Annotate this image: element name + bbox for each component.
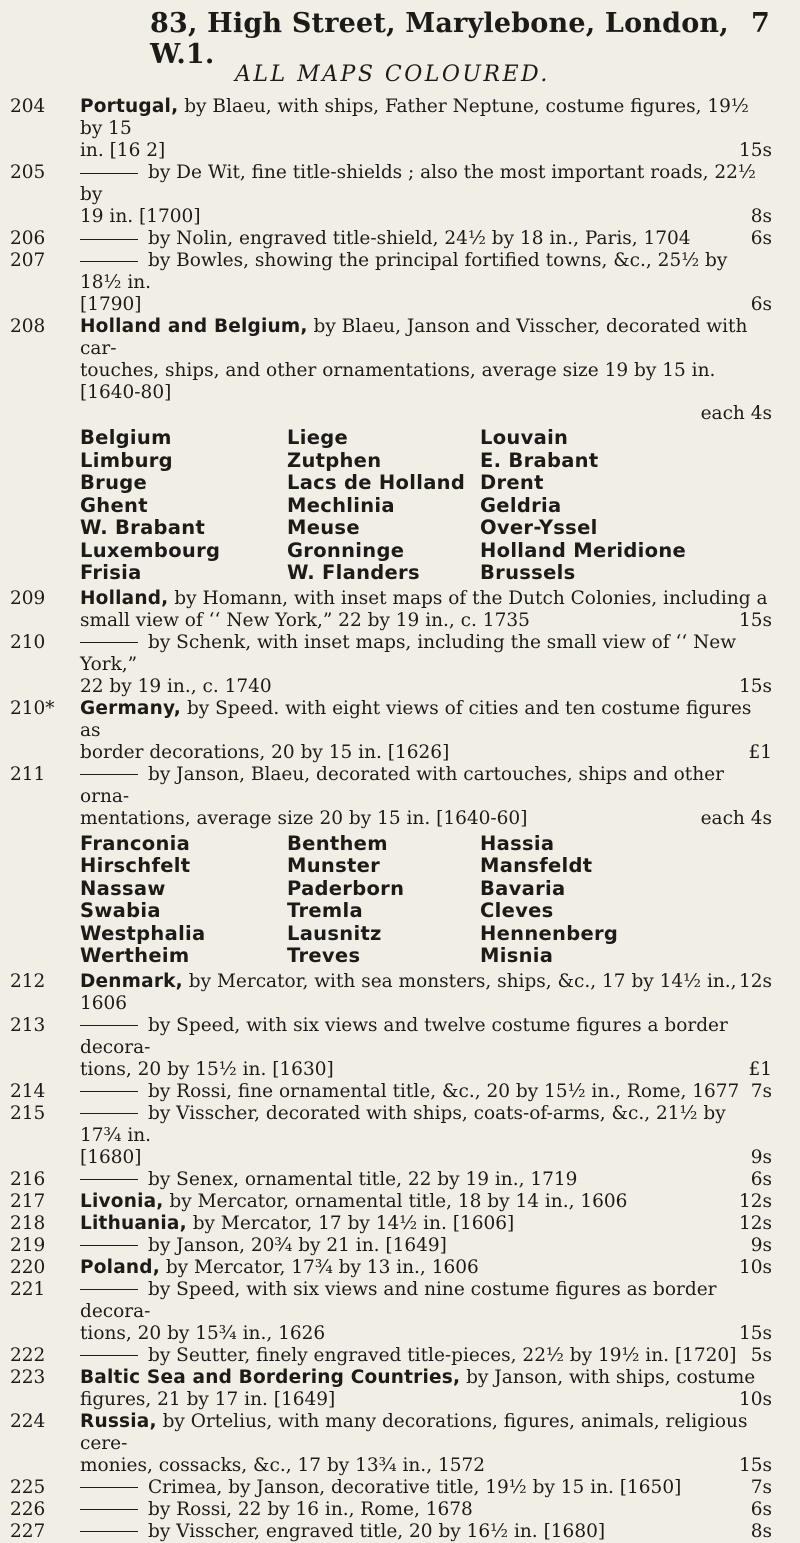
location-name: Cleves (480, 899, 554, 922)
entry-price: 6s (750, 1498, 772, 1520)
entry-price: 15s (738, 675, 772, 697)
entry-text: tions, 20 by 15½ in. [1630] (80, 1058, 334, 1080)
location-name: E. Brabant (480, 448, 599, 472)
entry-line (80, 764, 772, 808)
ditto-dash (80, 1179, 138, 1180)
catalog-entry (0, 1521, 800, 1543)
entry-line (80, 1147, 772, 1169)
entry-price: 12s (738, 1212, 772, 1234)
location-name: Munster (287, 854, 381, 877)
location-name: Franconia (80, 831, 191, 855)
entry-number: 209 (10, 587, 46, 609)
entry-desc (80, 1081, 739, 1103)
location-name: Swabia (80, 899, 161, 922)
entry-price: 9s (750, 1234, 772, 1256)
entry-desc (80, 1345, 736, 1367)
entry-price: 15s (738, 1454, 772, 1476)
entry-number: 212 (10, 970, 46, 992)
location-name: Bruge (80, 471, 148, 494)
entry-number: 222 (10, 1344, 46, 1366)
catalog-entry (0, 588, 800, 632)
entry-text: figures, 21 by 17 in. [1649] (80, 1388, 336, 1410)
entry-line (80, 1521, 772, 1543)
ditto-dash (80, 774, 138, 775)
entry-desc (80, 1323, 325, 1345)
entry-line (80, 1257, 772, 1279)
entry-title: Baltic Sea and Bordering Countries, (80, 1366, 461, 1388)
entry-number: 223 (10, 1366, 46, 1388)
entry-price: each 4s (700, 807, 772, 829)
entry-line (80, 742, 772, 764)
ditto-dash (80, 1289, 138, 1290)
entry-line (80, 1213, 772, 1235)
entry-price: 7s (750, 1080, 772, 1102)
entry-desc (80, 140, 165, 162)
entry-price: 15s (738, 609, 772, 631)
location-name: Lausnitz (287, 921, 382, 945)
ditto-dash (80, 261, 138, 262)
location-name: Mansfeldt (480, 854, 593, 877)
entry-number: 215 (10, 1102, 46, 1124)
entry-line (80, 1081, 772, 1103)
ditto-dash (80, 1531, 138, 1532)
ditto-dash (80, 642, 138, 643)
ditto-dash (80, 1355, 138, 1356)
entry-desc (80, 1477, 681, 1499)
catalog-entry (0, 698, 800, 764)
entry-title: Russia, (80, 1410, 157, 1432)
entry-text: by Rossi, 22 by 16 in., Rome, 1678 (148, 1498, 473, 1520)
entry-price: 8s (750, 206, 772, 227)
entry-number: 224 (10, 1410, 46, 1432)
entry-price: 10s (738, 1388, 772, 1410)
location-name: Hennenberg (480, 921, 619, 945)
location-list (0, 427, 800, 585)
section-subheading: ALL MAPS COLOURED. (235, 62, 550, 87)
catalog-entry (0, 228, 800, 250)
entry-text: by Homann, with inset maps of the Dutch Colonies, including a (174, 587, 768, 609)
entry-text: touches, ships, and other ornamentations, average size 19 by 15 in. [1640-80] (80, 360, 716, 403)
entry-text: small view of ‘‘ New York,” 22 by 19 in., c. 1735 (80, 609, 530, 631)
entry-desc (80, 1235, 447, 1257)
entry-desc (80, 971, 739, 1015)
entry-price: 12s (738, 970, 772, 992)
location-name: Holland Meridione (480, 538, 687, 562)
location-name: Bavaria (480, 876, 566, 900)
catalog-entry (0, 1257, 800, 1279)
entry-desc (80, 1257, 479, 1279)
catalog-list (0, 96, 800, 1543)
entry-line (80, 360, 772, 404)
entry-line (80, 1103, 772, 1147)
entry-title: Holland and Belgium, (80, 316, 308, 337)
entry-text: by Rossi, fine ornamental title, &c., 20 by 15½ in., Rome, 1677 (148, 1080, 740, 1102)
entry-title: Portugal, (80, 96, 179, 117)
entry-line (80, 250, 772, 294)
entry-price: 6s (750, 294, 772, 315)
entry-text: by Nolin, engraved title-shield, 24½ by 18 in., Paris, 1704 (148, 228, 691, 249)
entry-line (80, 1455, 772, 1477)
entry-text: by Senex, ornamental title, 22 by 19 in., 1719 (148, 1168, 578, 1190)
entry-line (80, 1389, 772, 1411)
entry-price: 12s (738, 1190, 772, 1212)
entry-line (80, 316, 772, 360)
entry-title: Livonia, (80, 1190, 164, 1212)
entry-number: 225 (10, 1476, 46, 1498)
entry-line (80, 1345, 772, 1367)
location-name: Wertheim (80, 944, 190, 967)
entry-number: 216 (10, 1168, 46, 1190)
entry-desc (80, 1147, 142, 1169)
entry-text: by Mercator, 17¾ by 13 in., 1606 (165, 1256, 479, 1278)
entry-text: by Janson, with ships, costume (466, 1366, 756, 1388)
entry-line (80, 206, 772, 228)
catalog-entry (0, 1477, 800, 1499)
entry-price: 15s (738, 1322, 772, 1344)
entry-desc (80, 1389, 335, 1411)
entry-desc (80, 808, 527, 830)
catalog-entry (0, 1191, 800, 1213)
entry-number: 221 (10, 1278, 46, 1300)
catalog-entry (0, 1235, 800, 1257)
catalog-entry (0, 632, 800, 698)
location-name: Hirschfelt (80, 854, 191, 877)
entry-desc (80, 610, 530, 632)
entry-desc (80, 1455, 485, 1477)
entry-desc (80, 294, 142, 316)
entry-text: by Seutter, finely engraved title-pieces, 22½ by 19½ in. [1720] (148, 1344, 737, 1366)
page-number: 7 (751, 8, 770, 39)
location-name: Benthem (287, 831, 388, 855)
entry-line (80, 1059, 772, 1081)
location-name: Over-Yssel (480, 516, 598, 539)
entry-text: tions, 20 by 15¾ in., 1626 (80, 1322, 326, 1344)
location-name: Luxembourg (80, 538, 221, 562)
entry-title: Poland, (80, 1256, 160, 1278)
catalog-entry (0, 1213, 800, 1235)
entry-text: border decorations, 20 by 15 in. [1626] (80, 741, 450, 763)
entry-number: 227 (10, 1520, 46, 1542)
entry-title: Holland, (80, 587, 169, 609)
location-name: W. Brabant (80, 516, 206, 539)
catalog-entry (0, 1015, 800, 1081)
location-name: Frisia (80, 561, 142, 584)
entry-desc (80, 206, 201, 228)
entry-number: 206 (10, 228, 46, 249)
ditto-dash (80, 1487, 138, 1488)
ditto-dash (80, 173, 138, 174)
entry-line (80, 1235, 772, 1257)
entry-text: by Mercator, with sea monsters, ships, &c., 17 by 14½ in., 1606 (80, 970, 737, 1014)
entry-price: 10s (738, 1256, 772, 1278)
catalog-entry (0, 316, 800, 404)
entry-line (80, 228, 772, 250)
entry-line (80, 676, 772, 698)
entry-text: in. [16 2] (80, 140, 166, 161)
entry-number: 217 (10, 1190, 46, 1212)
location-name: W. Flanders (287, 561, 420, 584)
ditto-dash (80, 1509, 138, 1510)
ditto-dash (80, 239, 138, 240)
entry-line (80, 971, 772, 1015)
entry-line (80, 588, 772, 610)
entry-desc (80, 1213, 514, 1235)
catalog-entry (0, 1279, 800, 1345)
ditto-dash (80, 1113, 138, 1114)
entry-line (80, 698, 772, 742)
entry-number: 205 (10, 162, 46, 183)
entry-text: by Blaeu, with ships, Father Neptune, costume figures, 19½ by 15 (80, 96, 749, 139)
entry-desc (80, 1191, 627, 1213)
entry-price: £1 (748, 1058, 772, 1080)
entry-price: 5s (750, 1344, 772, 1366)
entry-line (80, 162, 772, 206)
location-name: Liege (287, 426, 349, 449)
entry-price: 6s (750, 228, 772, 249)
location-name: Drent (480, 471, 544, 494)
entry-desc (80, 1521, 605, 1543)
location-list (0, 833, 800, 968)
entry-price: £1 (748, 741, 772, 763)
entry-text: by De Wit, fine title-shields ; also the most important roads, 22½ by (80, 162, 756, 205)
entry-desc (80, 228, 691, 250)
entry-price: 8s (750, 1520, 772, 1542)
entry-price: 7s (750, 1476, 772, 1498)
entry-text: by Mercator, ornamental title, 18 by 14 in., 1606 (169, 1190, 628, 1212)
entry-number: 213 (10, 1014, 46, 1036)
catalog-entry (0, 1169, 800, 1191)
entry-text: mentations, average size 20 by 15 in. [1640-60] (80, 807, 528, 829)
entry-line (80, 1411, 772, 1455)
shop-address: 83, High Street, Marylebone, London, W.1. (150, 8, 729, 70)
entry-line (80, 610, 772, 632)
entry-number: 218 (10, 1212, 46, 1234)
entry-title: Lithuania, (80, 1212, 187, 1234)
catalog-entry (0, 1411, 800, 1477)
location-name: Zutphen (287, 448, 382, 472)
location-name: Mechlinia (287, 493, 395, 517)
location-name: Limburg (80, 448, 173, 472)
entry-price: 15s (738, 140, 772, 161)
entry-title: Denmark, (80, 970, 183, 992)
entry-text: Crimea, by Janson, decorative title, 19½ by 15 in. [1650] (148, 1476, 682, 1498)
entry-line (80, 294, 772, 316)
entry-desc (80, 1169, 577, 1191)
location-name: Meuse (287, 516, 360, 539)
entry-desc (80, 742, 449, 764)
entry-number: 207 (10, 250, 46, 271)
catalog-entry (0, 1367, 800, 1411)
location-name: Lacs de Holland (287, 471, 466, 494)
entry-text: by Schenk, with inset maps, including the small view of ‘‘ New York,” (80, 631, 737, 675)
entry-line (80, 1015, 772, 1059)
entry-line (80, 96, 772, 140)
location-name: Westphalia (80, 921, 206, 945)
entry-text: by Visscher, decorated with ships, coats-of-arms, &c., 21½ by 17¾ in. (80, 1102, 726, 1146)
each-price: each 4s (700, 403, 772, 424)
entry-price: 9s (750, 1146, 772, 1168)
entry-number: 214 (10, 1080, 46, 1102)
entry-line (80, 140, 772, 162)
location-name: Brussels (480, 561, 576, 584)
catalog-entry (0, 764, 800, 830)
entry-text: by Visscher, engraved title, 20 by 16½ in. [1680] (148, 1520, 606, 1542)
catalog-entry (0, 1499, 800, 1521)
entry-line (80, 1279, 772, 1323)
entry-number: 220 (10, 1256, 46, 1278)
entry-text: [1790] (80, 294, 142, 315)
ditto-dash (80, 1091, 138, 1092)
entry-desc (80, 1059, 334, 1081)
entry-text: by Janson, 20¾ by 21 in. [1649] (148, 1234, 447, 1256)
entry-number: 210 (10, 631, 46, 653)
entry-text: by Janson, Blaeu, decorated with cartouches, ships and other orna- (80, 763, 724, 807)
entry-desc (80, 1499, 473, 1521)
catalog-entry (0, 162, 800, 228)
entry-text: by Speed, with six views and twelve costume figures a border decora- (80, 1014, 728, 1058)
location-name: Ghent (80, 493, 148, 517)
ditto-dash (80, 1025, 138, 1026)
catalog-entry (0, 96, 800, 162)
entry-text: by Bowles, showing the principal fortified towns, &c., 25½ by 18½ in. (80, 250, 728, 293)
location-name: Paderborn (287, 876, 405, 900)
location-name: Gronninge (287, 538, 405, 562)
entry-number: 204 (10, 96, 46, 117)
page-header (150, 8, 770, 70)
catalog-entry (0, 1345, 800, 1367)
location-name: Geldria (480, 493, 562, 517)
entry-number: 208 (10, 316, 46, 337)
entry-number: 211 (10, 763, 46, 785)
entry-text: 22 by 19 in., c. 1740 (80, 675, 272, 697)
entry-text: by Speed, with six views and nine costume figures as border decora- (80, 1278, 717, 1322)
catalog-entry (0, 1081, 800, 1103)
entry-line (80, 1477, 772, 1499)
entry-text: [1680] (80, 1146, 142, 1168)
location-name: Louvain (480, 426, 569, 449)
entry-text: 19 in. [1700] (80, 206, 201, 227)
entry-number: 219 (10, 1234, 46, 1256)
entry-text: monies, cossacks, &c., 17 by 13¾ in., 1572 (80, 1454, 486, 1476)
catalog-entry (0, 250, 800, 316)
entry-line (80, 808, 772, 830)
entry-line (80, 1191, 772, 1213)
catalog-entry (0, 1103, 800, 1169)
entry-text: by Ortelius, with many decorations, figures, animals, religious cere- (80, 1410, 748, 1454)
catalog-entry (0, 971, 800, 1015)
entry-line (80, 1499, 772, 1521)
entry-text: by Speed. with eight views of cities and ten costume figures as (80, 697, 752, 741)
entry-desc (80, 676, 272, 698)
entry-text: by Blaeu, Janson and Visscher, decorated with car- (80, 316, 748, 359)
entry-price: 6s (750, 1168, 772, 1190)
location-name: Nassaw (80, 876, 166, 900)
entry-number: 226 (10, 1498, 46, 1520)
location-name: Hassia (480, 831, 555, 855)
entry-line (80, 1367, 772, 1389)
ditto-dash (80, 1245, 138, 1246)
location-name: Tremla (287, 899, 363, 922)
location-name: Misnia (480, 944, 554, 967)
entry-line (80, 1323, 772, 1345)
entry-number: 210* (10, 697, 55, 719)
entry-line (80, 1169, 772, 1191)
location-name: Belgium (80, 426, 172, 449)
entry-line (80, 632, 772, 676)
entry-text: by Mercator, 17 by 14½ in. [1606] (192, 1212, 515, 1234)
entry-title: Germany, (80, 697, 182, 719)
location-name: Treves (287, 944, 361, 967)
